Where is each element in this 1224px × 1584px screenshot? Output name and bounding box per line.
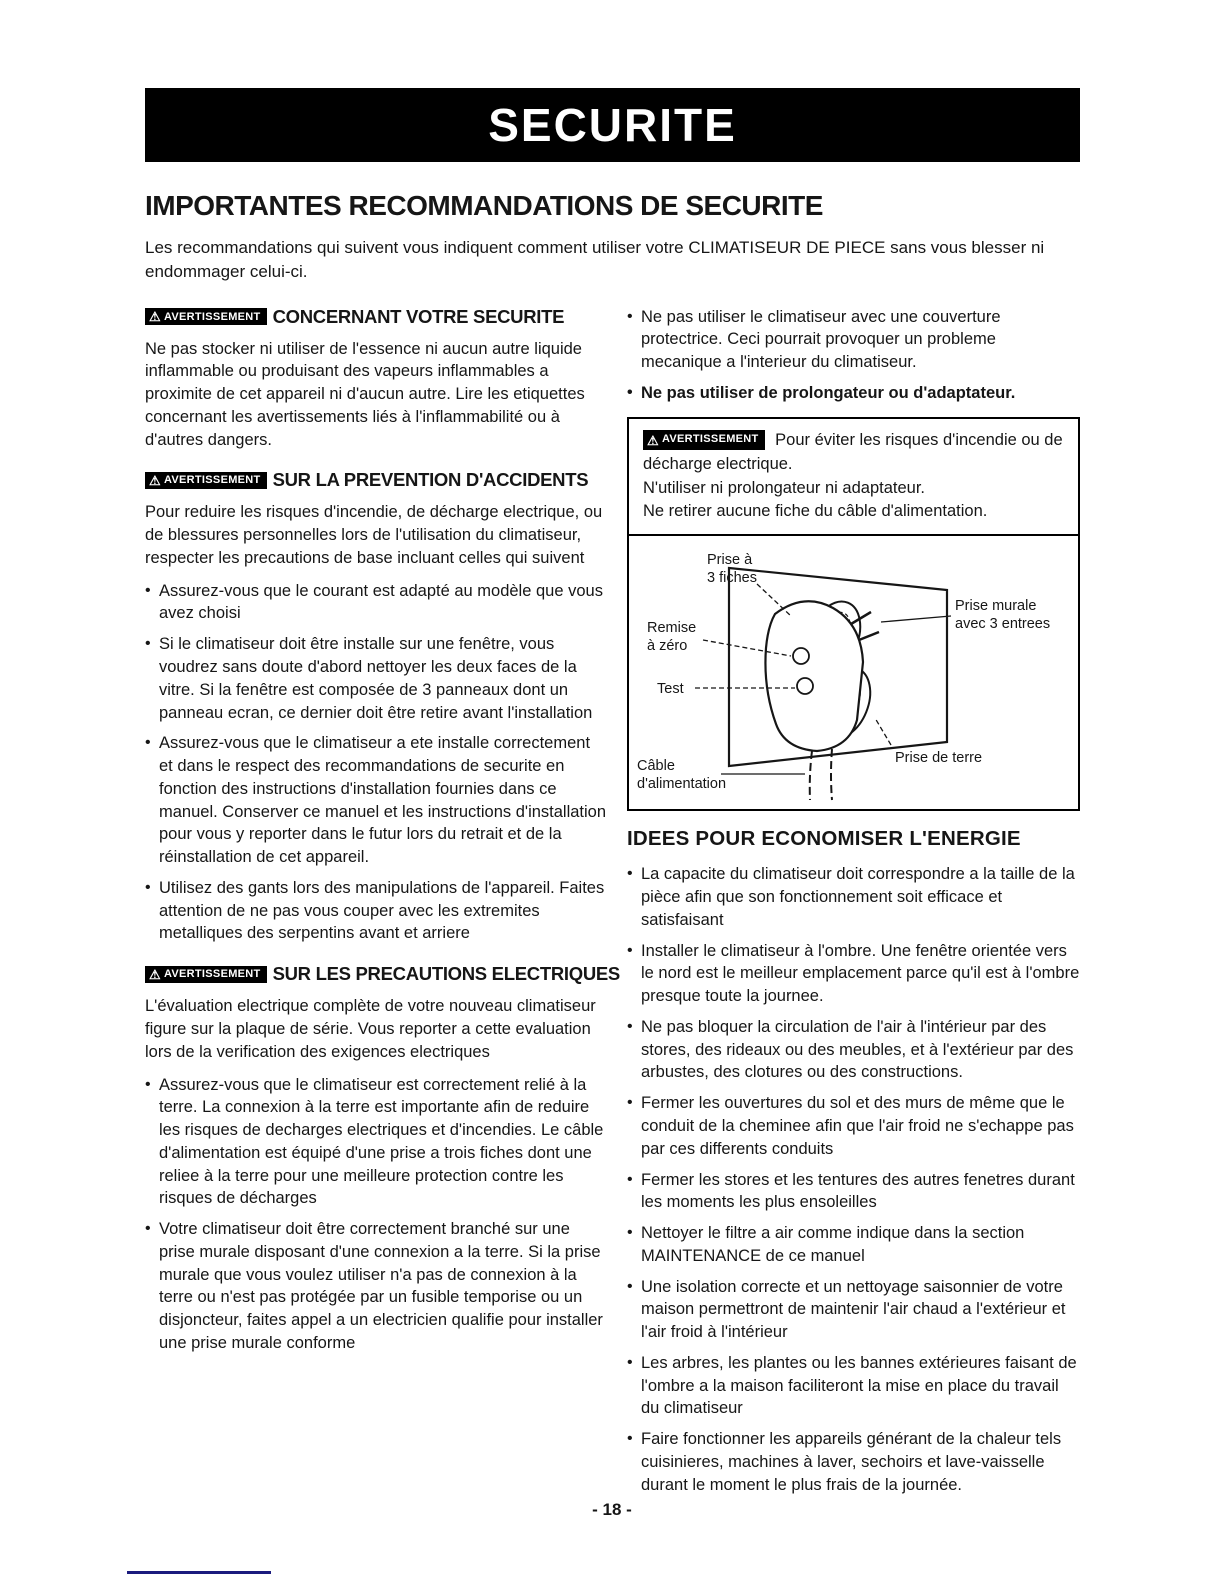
warning-box-text — [629, 419, 1078, 537]
diagram-label-wall-outlet: Prise murale — [955, 598, 1037, 615]
diagram-label-ground: Prise de terre — [895, 750, 983, 767]
warning-badge — [145, 308, 267, 325]
plug-illustration — [765, 602, 879, 801]
section-body: Ne pas stocker ni utiliser de l'essence ni aucun autre liquide inflammable ou produisant des vapeurs inflammables a proximite de cet appareil ni d'aucun autre. Lire les etiquettes concernant les avertissements liés à l'inflammabilité ou à d'autres dangers. — [145, 339, 585, 449]
warning-triangle-icon: ⚠ — [149, 309, 161, 325]
warning-badge — [145, 472, 267, 489]
page-number: - 18 - — [592, 1500, 632, 1519]
bullet-item: • Nettoyer le filtre a air comme indique dans la section MAINTENANCE de ce manuel — [627, 1222, 1080, 1268]
warning-box-line: N'utiliser ni prolongateur ni adaptateur. — [643, 478, 925, 497]
bullet-item: • Ne pas utiliser le climatiseur avec une couverture protectrice. Ceci pourrait provoquer un probleme mecanique a l'interieur du climatiseur. — [627, 306, 1080, 374]
diagram-label-cable: Câble — [637, 758, 675, 775]
warning-badge-label: AVERTISSEMENT — [163, 474, 261, 487]
electrique-bullet-list — [145, 1074, 607, 1355]
warning-badge-label: AVERTISSEMENT — [163, 310, 261, 323]
warning-badge — [145, 966, 267, 983]
diagram-label-reset: Remise — [647, 620, 697, 637]
section-body: Pour reduire les risques d'incendie, de décharge electrique, ou de blessures personnelles lors de l'utilisation du climatiseur, respecter les precautions de base incluant celles qui suivent — [145, 503, 603, 567]
section-heading-electrique — [145, 963, 620, 985]
two-column-layout — [145, 306, 1080, 1509]
section-title: SUR LES PRECAUTIONS ELECTRIQUES — [272, 963, 620, 985]
bullet-item: • Fermer les ouvertures du sol et des murs de même que le conduit de la cheminee afin que l'air froid ne s'echappe pas par ces differents conduits — [627, 1092, 1080, 1160]
bullet-item: • Assurez-vous que le courant est adapté au modèle que vous avez choisi — [145, 580, 607, 626]
bullet-item: • Fermer les stores et les tentures des autres fenetres durant les moments les plus ensoleilles — [627, 1169, 1080, 1215]
warning-triangle-icon: ⚠ — [149, 472, 161, 488]
warning-box-line: Ne retirer aucune fiche du câble d'alimentation. — [643, 502, 988, 521]
plug-outlet-diagram — [629, 536, 1078, 809]
bullet-item-bold: • Ne pas utiliser de prolongateur ou d'adaptateur. — [627, 382, 1080, 405]
diagram-label-wall-outlet: avec 3 entrees — [955, 616, 1051, 633]
plug-outlet-illustration — [629, 540, 1078, 802]
banner-title: SECURITE — [488, 99, 737, 151]
intro-text: Les recommandations qui suivent vous indiquent comment utiliser votre CLIMATISEUR DE PIECE sans vous blesser ni endommager celui-ci. — [145, 238, 1045, 281]
page-banner — [145, 88, 1080, 162]
bullet-item: • Si le climatiseur doit être installe sur une fenêtre, vous voudrez sans doute d'abord nettoyer les deux faces de la vitre. Si la fenêtre est composée de 3 panneaux dont un panneau ecran, ce dernier doit être retire avant l'installation — [145, 633, 607, 724]
warning-badge — [643, 430, 765, 450]
warning-badge-label: AVERTISSEMENT — [661, 433, 759, 446]
diagram-label-plug: Prise à — [707, 552, 753, 569]
warning-box — [627, 417, 1080, 812]
section-heading-securite — [145, 306, 607, 328]
diagram-label-plug: 3 fiches — [707, 570, 757, 587]
diagram-label-reset: à zéro — [647, 638, 688, 655]
energy-section-heading: IDEES POUR ECONOMISER L'ENERGIE — [627, 827, 1021, 851]
section-body: L'évaluation electrique complète de votre nouveau climatiseur figure sur la plaque de série. Vous reporter a cette evaluation lors de la verification des exigences electriques — [145, 997, 596, 1061]
bullet-item: • Utilisez des gants lors des manipulations de l'appareil. Faites attention de ne pas vous couper avec les extremites metalliques des serpentins avant et arriere — [145, 877, 607, 945]
diagram-label-cable: d'alimentation — [637, 776, 727, 793]
warning-badge-label: AVERTISSEMENT — [163, 968, 261, 981]
bullet-item: • Faire fonctionner les appareils générant de la chaleur tels cuisinieres, machines à laver, sechoirs et lave-vaisselle durant le moment le plus frais de la journée. — [627, 1428, 1080, 1496]
section-title: CONCERNANT VOTRE SECURITE — [272, 305, 565, 327]
right-column — [627, 306, 1080, 1509]
warning-triangle-icon: ⚠ — [647, 432, 659, 448]
bullet-item: • Assurez-vous que le climatiseur est correctement relié à la terre. La connexion à la terre est importante afin de reduire les risques de decharges electriques et d'incendies. Le câble d'alimentation est équipé d'une prise a trois fiches dont une reliee à la terre pour une meilleure protection contre les risques de décharges — [145, 1074, 607, 1211]
prevention-bullet-list — [145, 580, 607, 945]
top-bullet-list — [627, 306, 1080, 405]
bullet-item: • Assurez-vous que le climatiseur a ete installe correctement et dans le respect des recommandations de securite en fonction des instructions d'installation fournies dans ce manuel. Conserver ce manuel et les instructions d'installation pour vous y reporter dans le futur lors du retrait et de la réinstallation de cet appareil. — [145, 732, 607, 869]
warning-box-sentence: Pour éviter les risques d'incendie ou de décharge electrique. — [643, 430, 1063, 473]
warning-box-line — [643, 429, 1066, 477]
bullet-item: • La capacite du climatiseur doit correspondre a la taille de la pièce afin que son fonctionnement soit efficace et satisfaisant — [627, 863, 1080, 931]
footer-scan-line — [127, 1571, 271, 1574]
section-heading-prevention — [145, 469, 607, 491]
energy-bullet-list — [627, 863, 1080, 1496]
bullet-item: • Installer le climatiseur à l'ombre. Une fenêtre orientée vers le nord est le meilleur emplacement parce qu'il est à l'ombre presque toute la journee. — [627, 940, 1080, 1008]
bullet-item: • Ne pas bloquer la circulation de l'air à l'intérieur par des stores, des rideaux ou des meubles, et à l'extérieur par des arbustes, des clotures ou des constructions. — [627, 1016, 1080, 1084]
main-heading: IMPORTANTES RECOMMANDATIONS DE SECURITE — [145, 190, 823, 221]
bullet-item: • Les arbres, les plantes ou les bannes extérieures faisant de l'ombre a la maison faciliteront la mise en place du travail du climatiseur — [627, 1352, 1080, 1420]
warning-triangle-icon: ⚠ — [149, 966, 161, 982]
section-title: SUR LA PREVENTION D'ACCIDENTS — [272, 469, 589, 491]
left-column — [145, 305, 620, 1367]
diagram-label-test: Test — [657, 681, 684, 698]
bullet-item: • Votre climatiseur doit être correctement branché sur une prise murale disposant d'une connexion a la terre. Si la prise murale que vous voulez utiliser n'a pas de connexion à la terre ou n'est pas protégée par un fusible temporise ou un disjoncteur, faites appel a un electricien qualifie pour installer une prise murale conforme — [145, 1218, 607, 1355]
bullet-item: • Une isolation correcte et un nettoyage saisonnier de votre maison permettront de maintenir l'air chaud a l'extérieur et l'air froid à l'intérieur — [627, 1276, 1080, 1344]
